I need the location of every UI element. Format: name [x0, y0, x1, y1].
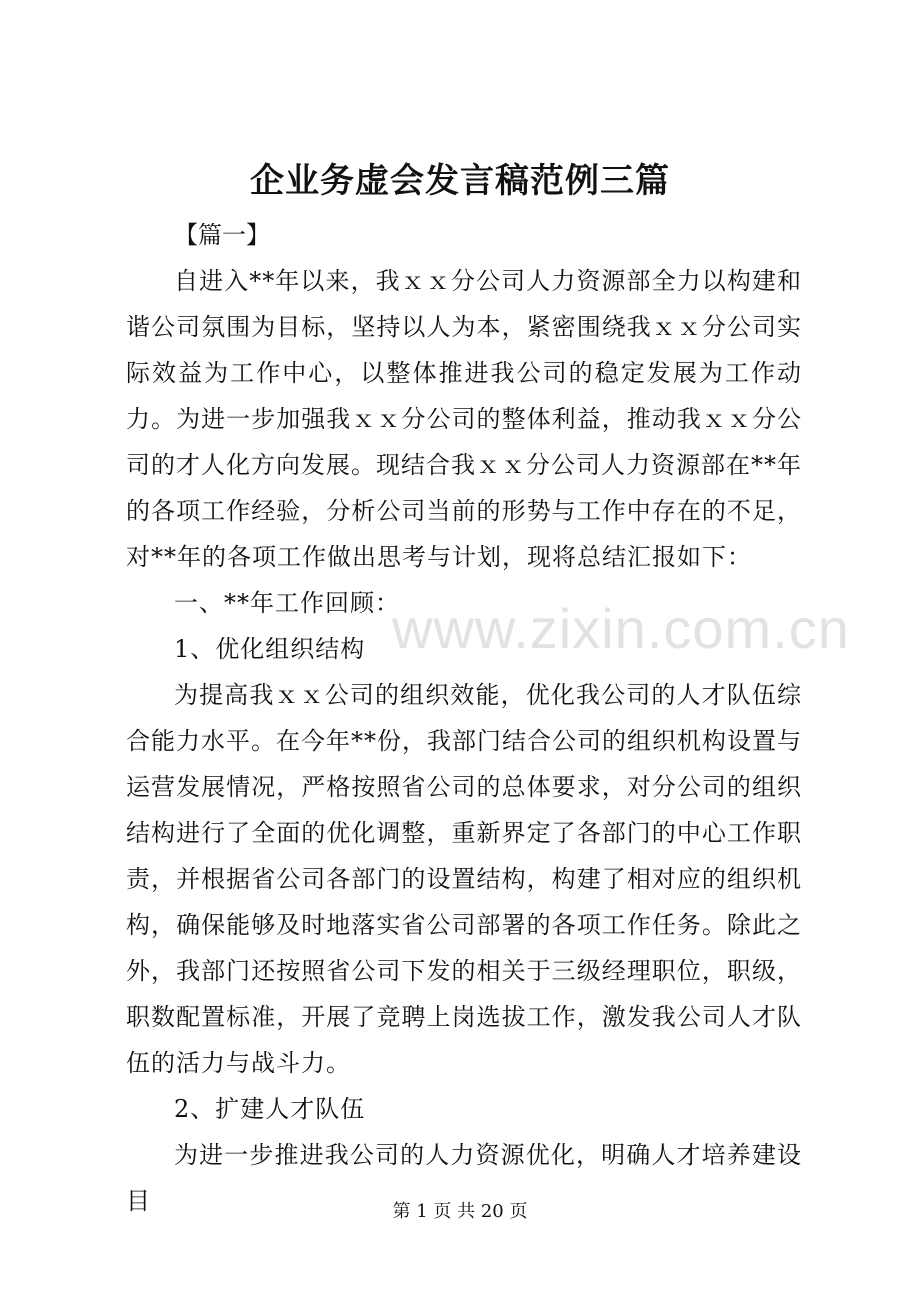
- section-label: 【篇一】: [174, 221, 270, 249]
- paragraph-expand-talent: 为进一步推进我公司的人力资源优化，明确人才培养建设目: [126, 1141, 802, 1215]
- heading-expand-talent: 2、扩建人才队伍: [174, 1095, 366, 1123]
- paragraph-optimize-structure: 为提高我ｘｘ公司的组织效能，优化我公司的人才队伍综合能力水平。在今年**份，我部门结合公司的组织机构设置与运营发展情况，严格按照省公司的总体要求，对分公司的组织结构进行了全面的优化调整，重新界定了各部门的中心工作职责，并根据省公司各部门的设置结构，构建了相对应的组织机构，确保能够及时地落实省公司部署的各项工作任务。除此之外，我部门还按照省公司下发的相关于三级经理职位，职级，职数配置标准，开展了竞聘上岗选拔工作，激发我公司人才队伍的活力与战斗力。: [126, 681, 802, 1077]
- page-footer: 第 1 页 共 20 页: [392, 1201, 528, 1222]
- document-body: [126, 212, 802, 1224]
- watermark: www.zixin.com.cn: [392, 597, 850, 660]
- intro-paragraph: 自进入**年以来，我ｘｘ分公司人力资源部全力以构建和谐公司氛围为目标，坚持以人为本，紧密围绕我ｘｘ分公司实际效益为工作中心，以整体推进我公司的稳定发展为工作动力。为进一步加强我ｘｘ分公司的整体利益，推动我ｘｘ分公司的才人化方向发展。现结合我ｘｘ分公司人力资源部在**年的各项工作经验，分析公司当前的形势与工作中存在的不足，对**年的各项工作做出思考与计划，现将总结汇报如下：: [126, 267, 802, 571]
- heading-optimize-structure: 1、优化组织结构: [174, 635, 366, 663]
- document-title: 企业务虚会发言稿范例三篇: [250, 161, 670, 201]
- heading-work-review: 一、**年工作回顾：: [174, 589, 400, 617]
